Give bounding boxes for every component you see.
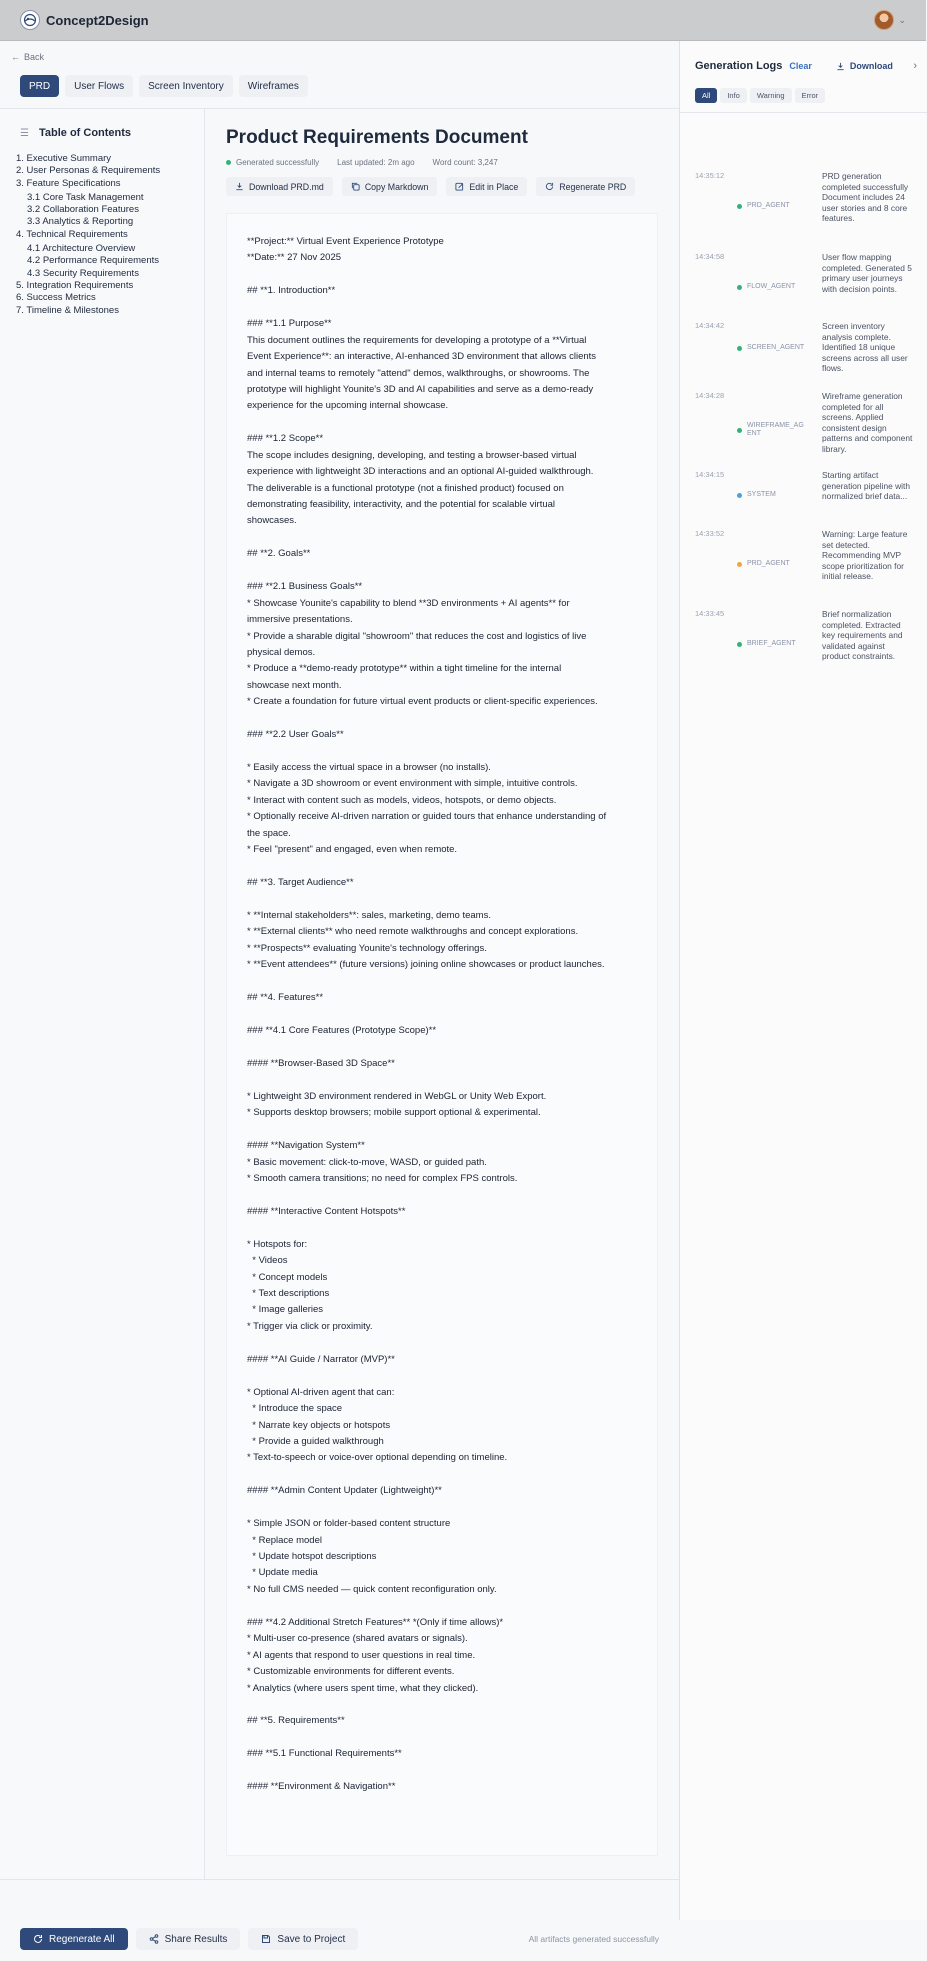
document-line: prototype will highlight Younite's 3D and AI capabilities and serve as a demo-ready <box>247 383 594 395</box>
agent-label: PRD_AGENT <box>747 560 790 567</box>
toc-item[interactable]: 3.1 Core Task Management <box>27 191 144 203</box>
document-line: ### **2.1 Business Goals** <box>247 581 363 593</box>
document-line <box>247 859 647 875</box>
document-line: ### **1.2 Scope** <box>247 433 324 445</box>
bottom-bar <box>0 1879 679 1961</box>
document-line: * Hotspots for: <box>247 1238 308 1250</box>
back-link[interactable] <box>11 52 44 62</box>
document-line: and internal teams to remotely "attend" demos, walkthroughs, or showrooms. The <box>247 367 590 379</box>
document-line: ### **4.1 Core Features (Prototype Scope)** <box>247 1025 437 1036</box>
toc-item[interactable]: 6. Success Metrics <box>16 292 96 304</box>
document-line: This document outlines the requirements for developing a prototype of a **Virtual <box>247 334 587 346</box>
log-message: PRD generation completed successfully Document includes 24 user stories and 8 core features. <box>822 171 909 223</box>
document-line: * Provide a sharable digital "showroom" that reduces the cost and logistics of live <box>247 630 587 642</box>
document-line: * Optional AI-driven agent that can: <box>247 1386 395 1398</box>
document-line: * Videos <box>247 1255 288 1267</box>
word-count: Word count: 3,247 <box>432 158 498 167</box>
document-line <box>247 1072 647 1088</box>
log-message: Brief normalization completed. Extracted key requirements and validated against product constraints. <box>822 609 903 661</box>
log-message: User flow mapping completed. Generated 5 primary user journeys with decision points. <box>822 252 912 294</box>
document-line: Event Experience**: an interactive, AI-enhanced 3D environment that allows clients <box>247 351 597 363</box>
document-line: ## **3. Target Audience** <box>247 877 354 889</box>
filter-all[interactable]: All <box>695 88 717 103</box>
document-line: The scope includes designing, developing, and testing a browser-based virtual <box>247 449 577 461</box>
document-line <box>247 1368 647 1384</box>
toc-item[interactable]: 3. Feature Specifications <box>16 177 121 189</box>
document-line: * Multi-user co-presence (shared avatars or signals). <box>247 1633 468 1645</box>
agent-label: BRIEF_AGENT <box>747 640 796 647</box>
download-prd-label: Download PRD.md <box>249 181 324 192</box>
document-line <box>247 1039 647 1055</box>
document-line: * Create a foundation for future virtual event products or client-specific experiences. <box>247 696 598 708</box>
log-agent <box>737 344 804 352</box>
toc-item[interactable]: 5. Integration Requirements <box>16 279 134 291</box>
document-line <box>247 300 647 316</box>
regenerate-all-button[interactable] <box>20 1928 128 1950</box>
document-line: demonstrating feasibility, interactivity, and the potential for scalable virtual <box>247 499 556 510</box>
filter-warning[interactable]: Warning <box>750 88 792 103</box>
share-icon <box>149 1934 159 1944</box>
document-line: * Supports desktop browsers; mobile support optional & experimental. <box>247 1107 541 1119</box>
document-line <box>247 711 647 727</box>
document-line: showcase next month. <box>247 679 342 691</box>
level-dot <box>737 428 742 433</box>
document-line: #### **Browser-Based 3D Space** <box>247 1057 395 1069</box>
regenerate-all-label: Regenerate All <box>49 1933 115 1945</box>
status-text: Generated successfully <box>236 158 320 167</box>
edit-icon <box>455 182 464 191</box>
tab-screen-inventory[interactable]: Screen Inventory <box>139 75 233 97</box>
document-line: * Optionally receive AI-driven narration or guided tours that enhance understanding of <box>247 811 607 823</box>
document-line: * Text descriptions <box>247 1288 330 1299</box>
document-line <box>247 1335 647 1351</box>
top-bar <box>0 0 926 41</box>
app-brand: Concept2Design <box>46 12 149 28</box>
document-line: ## **2. Goals** <box>247 548 311 560</box>
panel-title: Generation Logs <box>695 60 783 72</box>
document-line: ### **4.2 Additional Stretch Features** *(Only if time allows)* <box>247 1616 504 1628</box>
copy-icon <box>351 182 360 191</box>
toc-item[interactable]: 7. Timeline & Milestones <box>16 304 119 316</box>
document-line: * **Event attendees** (future versions) joining online showcases or product launches. <box>247 959 605 971</box>
level-dot <box>737 346 742 351</box>
arrow-left-icon: ← <box>11 52 20 62</box>
document-line: showcases. <box>247 515 297 527</box>
toc-item[interactable]: 1. Executive Summary <box>16 153 112 164</box>
document-line <box>247 530 647 546</box>
user-menu[interactable] <box>874 10 906 30</box>
log-timestamp: 14:34:58 <box>695 252 725 261</box>
level-dot <box>737 642 742 647</box>
markdown-body <box>247 234 647 1796</box>
logo-icon <box>20 10 40 30</box>
edit-in-place-label: Edit in Place <box>469 181 519 192</box>
document-line: * Introduce the space <box>247 1403 343 1415</box>
table-of-contents <box>0 109 205 1879</box>
chevron-right-icon[interactable]: › <box>913 60 917 72</box>
regenerate-prd-button[interactable] <box>536 177 635 196</box>
log-filters <box>695 88 825 103</box>
document-line: * AI agents that respond to user questions in real time. <box>247 1649 476 1661</box>
tab-user-flows[interactable]: User Flows <box>65 75 133 97</box>
document-line: * Showcase Younite's capability to blend **3D environments + AI agents** for <box>247 597 570 609</box>
document-line: * Produce a **demo-ready prototype** within a tight timeline for the internal <box>247 663 562 675</box>
document-line: ## **1. Introduction** <box>247 285 336 297</box>
document-line <box>247 892 647 908</box>
edit-in-place-button[interactable] <box>446 177 527 196</box>
document-line: **Project:** Virtual Event Experience Prototype <box>247 236 444 247</box>
document-line: #### **Interactive Content Hotspots** <box>247 1205 406 1217</box>
last-updated: Last updated: 2m ago <box>337 158 415 167</box>
document-line <box>247 267 647 283</box>
document-line: * Feel "present" and engaged, even when remote. <box>247 844 458 856</box>
save-to-project-button[interactable] <box>248 1928 358 1950</box>
document-line: physical demos. <box>247 646 316 658</box>
main-area <box>0 41 679 1945</box>
log-agent <box>737 283 795 291</box>
document-line: * Narrate key objects or hotspots <box>247 1419 391 1431</box>
document-line: * Update media <box>247 1567 318 1579</box>
agent-label: FLOW_AGENT <box>747 283 796 290</box>
log-agent <box>737 640 796 648</box>
toc-item[interactable]: 4.3 Security Requirements <box>27 267 139 279</box>
agent-label: WIREFRAME_AGENT <box>747 422 804 437</box>
toc-item[interactable]: 2. User Personas & Requirements <box>16 165 161 177</box>
document-line: ### **5.1 Functional Requirements** <box>247 1748 402 1760</box>
log-timestamp: 14:33:52 <box>695 529 725 538</box>
document-line <box>247 415 647 431</box>
log-agent <box>737 422 807 438</box>
document-line: * Interact with content such as models, videos, hotspots, or demo objects. <box>247 794 557 806</box>
refresh-icon <box>33 1934 43 1944</box>
level-dot <box>737 562 742 567</box>
document-line <box>247 1500 647 1516</box>
document-line <box>247 1697 647 1713</box>
agent-label: SCREEN_AGENT <box>747 344 805 351</box>
document-line: * Navigate a 3D showroom or event environment with simple, intuitive controls. <box>247 778 578 790</box>
toc-item[interactable]: 3.2 Collaboration Features <box>27 204 139 216</box>
toc-item[interactable]: 4.1 Architecture Overview <box>27 243 136 255</box>
document-line: * **Prospects** evaluating Younite's technology offerings. <box>247 942 487 954</box>
document-line <box>247 563 647 579</box>
agent-label: PRD_AGENT <box>747 202 790 209</box>
document-line: * Basic movement: click-to-move, WASD, or guided path. <box>247 1156 487 1168</box>
status-dot <box>226 160 231 165</box>
toc-item[interactable]: 4. Technical Requirements <box>16 228 128 240</box>
back-label: Back <box>24 52 45 62</box>
document-line <box>247 1598 647 1614</box>
document-line: * Lightweight 3D environment rendered in WebGL or Unity Web Export. <box>247 1090 547 1102</box>
log-message: Screen inventory analysis complete. Identified 18 unique screens across all user flows. <box>822 321 908 373</box>
level-dot <box>737 204 742 209</box>
document-line: **Date:** 27 Nov 2025 <box>247 252 342 264</box>
document-line <box>247 744 647 760</box>
document-line <box>247 974 647 990</box>
tab-prd[interactable]: PRD <box>20 75 59 97</box>
document-line <box>247 1007 647 1023</box>
refresh-icon <box>545 182 554 191</box>
document-line <box>247 1187 647 1203</box>
document-content[interactable] <box>226 213 658 1856</box>
page-title: Product Requirements Document <box>226 127 528 148</box>
toc-title: Table of Contents <box>38 127 132 139</box>
copy-markdown-button[interactable] <box>342 177 438 196</box>
document-line: ### **2.2 User Goals** <box>247 729 344 741</box>
artifact-tabs <box>20 75 308 97</box>
document-line: * Smooth camera transitions; no need for complex FPS controls. <box>247 1172 518 1184</box>
share-results-label: Share Results <box>164 1933 228 1945</box>
filter-info[interactable]: Info <box>720 88 747 103</box>
agent-label: SYSTEM <box>747 491 776 498</box>
download-logs-label: Download <box>849 61 893 71</box>
document-line: * No full CMS needed — quick content reconfiguration only. <box>247 1583 497 1595</box>
download-icon <box>235 182 244 191</box>
generation-status: All artifacts generated successfully <box>528 1934 659 1944</box>
download-prd-button[interactable] <box>226 177 333 196</box>
document-line: * Customizable environments for different events. <box>247 1666 455 1678</box>
document-actions <box>226 177 635 196</box>
document-line: #### **Navigation System** <box>247 1140 365 1152</box>
document-line: * **Internal stakeholders**: sales, marketing, demo teams. <box>247 909 491 921</box>
download-icon <box>836 62 845 71</box>
log-timestamp: 14:34:28 <box>695 391 725 400</box>
document-line <box>247 1730 647 1746</box>
document-line <box>247 1220 647 1236</box>
filter-error[interactable]: Error <box>795 88 826 103</box>
save-to-project-label: Save to Project <box>277 1933 346 1945</box>
share-results-button[interactable] <box>136 1928 241 1950</box>
log-timestamp: 14:33:45 <box>695 609 725 618</box>
log-agent <box>737 560 790 568</box>
document-line: * Trigger via click or proximity. <box>247 1320 373 1332</box>
document-line <box>247 1467 647 1483</box>
document-line: * Simple JSON or folder-based content structure <box>247 1518 451 1530</box>
document-line: * Update hotspot descriptions <box>247 1551 377 1562</box>
document-line: * Concept models <box>247 1271 328 1283</box>
clear-logs-button[interactable]: Clear <box>789 61 812 71</box>
document-line: #### **Environment & Navigation** <box>247 1781 396 1793</box>
generation-logs-panel <box>679 41 926 1920</box>
toc-item[interactable]: 3.3 Analytics & Reporting <box>27 216 134 228</box>
regenerate-prd-label: Regenerate PRD <box>559 181 627 192</box>
document-line: ### **1.1 Purpose** <box>247 318 332 330</box>
log-message: Wireframe generation completed for all screens. Applied consistent design patterns and component library. <box>822 391 913 454</box>
document-line: * **External clients** who need remote walkthroughs and concept explorations. <box>247 926 579 938</box>
document-line: * Provide a guided walkthrough <box>247 1435 384 1447</box>
log-timestamp: 14:35:12 <box>695 171 725 180</box>
divider <box>680 112 927 113</box>
avatar[interactable] <box>874 10 894 30</box>
document-line: * Replace model <box>247 1534 322 1546</box>
document-line: #### **Admin Content Updater (Lightweight)** <box>247 1485 442 1497</box>
document-line <box>247 1122 647 1138</box>
level-dot <box>737 285 742 290</box>
save-icon <box>261 1934 271 1944</box>
log-timestamp: 14:34:42 <box>695 321 725 330</box>
log-timestamp: 14:34:15 <box>695 470 725 479</box>
document-line: immersive presentations. <box>247 614 353 626</box>
toc-item[interactable]: 4.2 Performance Requirements <box>27 255 160 267</box>
download-logs-button[interactable] <box>836 61 893 71</box>
document-line: * Easily access the virtual space in a browser (no installs). <box>247 762 491 773</box>
chevron-down-icon[interactable]: ⌄ <box>898 14 906 25</box>
list-icon: ☰ <box>20 127 29 139</box>
document-line: experience with lightweight 3D interactions and an optional AI-guided walkthrough. <box>247 466 594 478</box>
document-line: * Text-to-speech or voice-over optional depending on timeline. <box>247 1452 508 1464</box>
document-line: #### **AI Guide / Narrator (MVP)** <box>247 1353 395 1365</box>
document-meta <box>226 158 498 167</box>
document-line: * Analytics (where users spent time, what they clicked). <box>247 1682 479 1694</box>
document-line: the space. <box>247 827 291 839</box>
log-agent <box>737 202 790 210</box>
copy-markdown-label: Copy Markdown <box>364 181 429 192</box>
log-message: Warning: Large feature set detected. Recommending MVP scope prioritization for initial release. <box>822 529 908 581</box>
document-line: ## **4. Features** <box>247 992 324 1004</box>
document-line: * Image galleries <box>247 1304 324 1316</box>
document-line: The deliverable is a functional prototype (not a finished product) focused on <box>247 482 564 494</box>
level-dot <box>737 493 742 498</box>
tab-wireframes[interactable]: Wireframes <box>239 75 308 97</box>
toc-list <box>16 153 201 317</box>
document-line <box>247 1763 647 1779</box>
log-message: Starting artifact generation pipeline with normalized brief data... <box>822 470 910 501</box>
log-agent <box>737 491 776 499</box>
document-line: experience for the upcoming internal showcase. <box>247 400 449 412</box>
document-line: ## **5. Requirements** <box>247 1715 345 1727</box>
